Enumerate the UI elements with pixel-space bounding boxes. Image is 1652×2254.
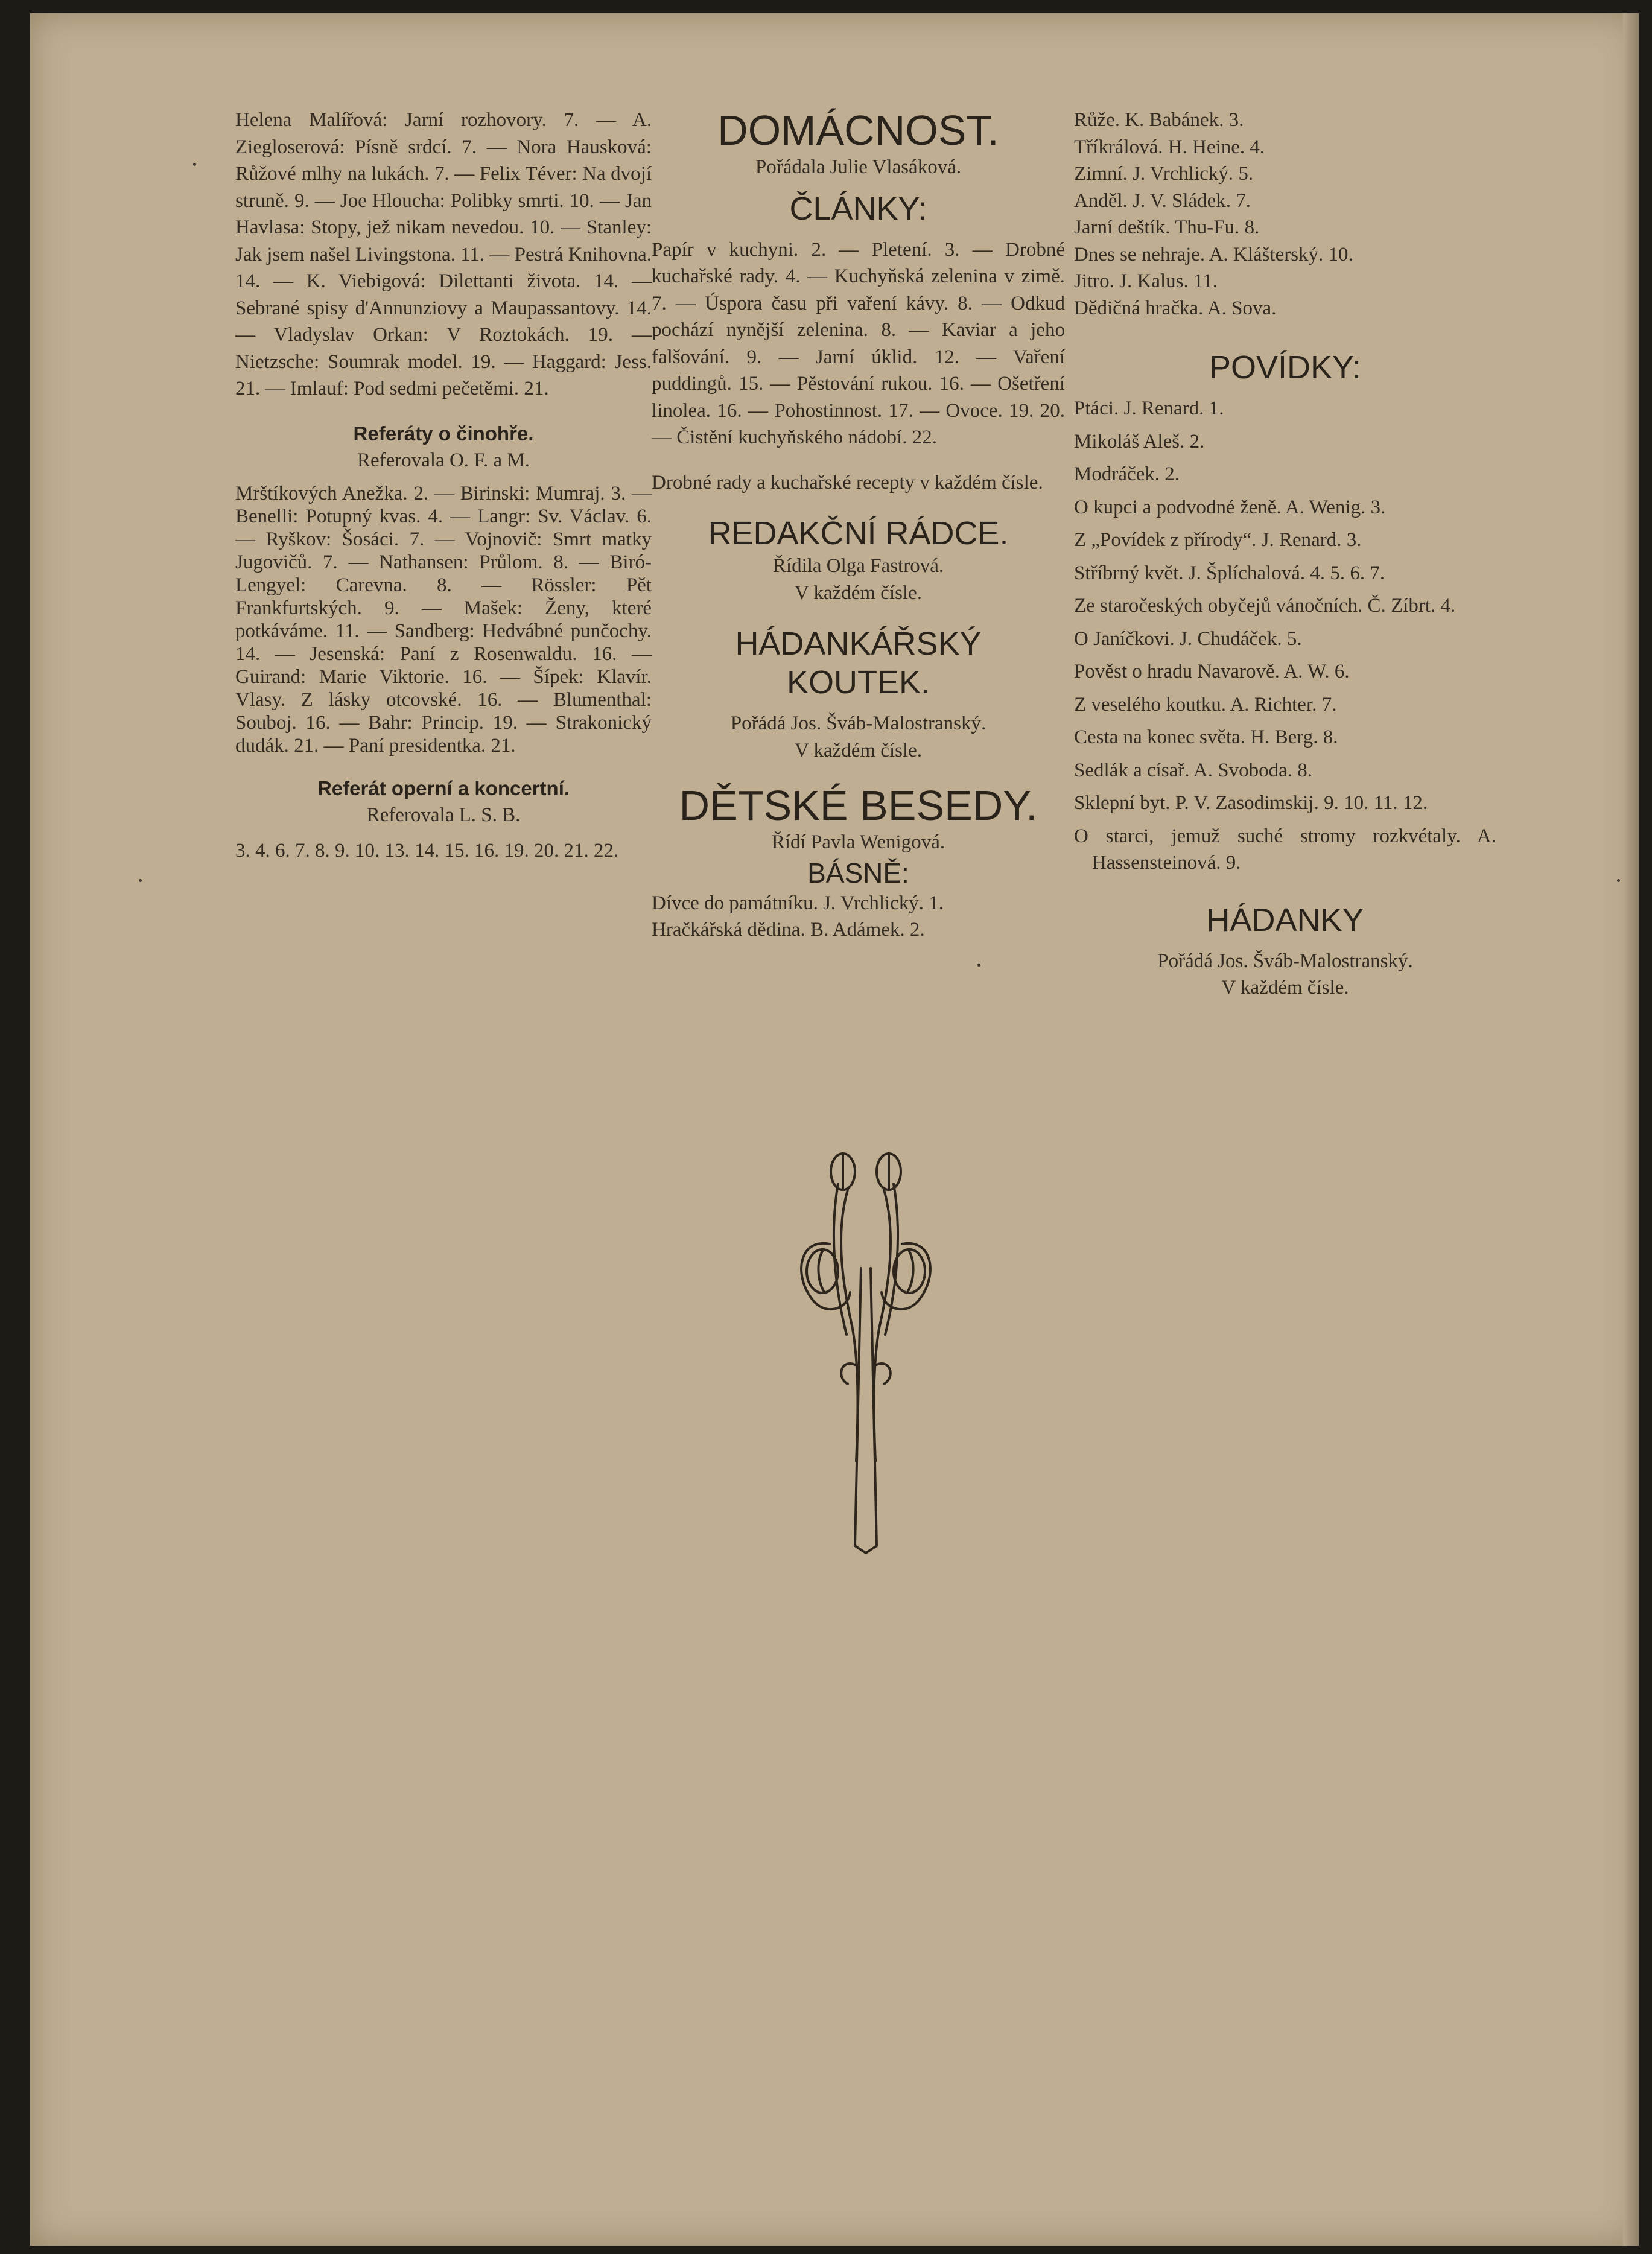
story-item: Cesta na konec světa. H. Berg. 8. (1074, 726, 1338, 748)
story-item: Sklepní byt. P. V. Zasodimskij. 9. 10. 11. 12. (1074, 792, 1428, 814)
middle-column (652, 107, 1065, 944)
povidky-title: POVÍDKY: (1209, 349, 1362, 386)
story-item: Mikoláš Aleš. 2. (1074, 430, 1205, 452)
poem-item: Dědičná hračka. A. Sova. (1074, 297, 1277, 319)
basne-title: BÁSNĚ: (807, 857, 909, 889)
story-item: Z veselého koutku. A. Richter. 7. (1074, 693, 1337, 716)
left-column (235, 107, 652, 864)
clanky-title: ČLÁNKY: (789, 190, 927, 227)
book-reviews-list: Helena Malířová: Jarní rozhovory. 7. — A. Ziegloserová: Písně srdcí. 7. — Nora Hausková: Růžové mlhy na lukách. 7. — Felix Téver: Na dvojí struně. 9. — Joe Hloucha: Polibky smrti. 10. — Jan Havlasa: Stopy, jež nikam nevedou. 10. — Stanley: Jak jsem našel Livingstona. 11. — Pestrá Knihovna. 14. — K. Viebigová: Dilettanti života. 14. — Sebrané spisy d'Annunziovy a Maupassantovy. 14. — Vladyslav Orkan: V Roztokách. 19. — Nietzsche: Soumrak model. 19. — Haggard: Jess. 21. — Imlauf: Pod sedmi pečetěmi. 21. (235, 109, 652, 399)
story-item: Pověst o hradu Navarově. A. W. 6. (1074, 661, 1350, 682)
koutek-title-line2: KOUTEK. (786, 664, 930, 700)
story-item: Modráček. 2. (1074, 463, 1180, 485)
poem-item: Dnes se nehraje. A. Klášterský. 10. (1074, 243, 1353, 265)
page (30, 13, 1639, 2246)
radce-editor: Řídila Olga Fastrová. (772, 555, 944, 577)
domacnost-editor: Pořádala Julie Vlasáková. (755, 156, 962, 178)
besedy-editor: Řídí Pavla Wenigová. (771, 831, 945, 853)
poem-item: Růže. K. Babánek. 3. (1074, 109, 1244, 131)
radce-title: REDAKČNÍ RÁDCE. (708, 515, 1009, 551)
story-item: O starci, jemuž suché stromy rozkvétaly. A. Hassensteinová. 9. (1074, 825, 1496, 874)
besedy-title: DĚTSKÉ BESEDY. (679, 782, 1038, 829)
story-item: Ptáci. J. Renard. 1. (1074, 398, 1224, 419)
story-item: Stříbrný květ. J. Šplíchalová. 4. 5. 6. 7. (1074, 562, 1385, 584)
basne-item-2: Hračkářská dědina. B. Adámek. 2. (652, 919, 925, 941)
opera-reviews-list: 3. 4. 6. 7. 8. 9. 10. 13. 14. 15. 16. 19. 20. 21. 22. (235, 839, 619, 862)
hadanky-title: HÁDANKY (1206, 901, 1364, 938)
poem-item: Tříkrálová. H. Heine. 4. (1074, 136, 1265, 158)
story-item: O kupci a podvodné ženě. A. Wenig. 3. (1074, 496, 1386, 518)
basne-item-1: Dívce do památníku. J. Vrchlický. 1. (652, 892, 944, 914)
koutek-title-line1: HÁDANKÁŘSKÝ (735, 626, 982, 662)
story-item: Sedlák a císař. A. Svoboda. 8. (1074, 759, 1313, 781)
story-item: O Janíčkovi. J. Chudáček. 5. (1074, 627, 1302, 650)
opera-reviews-heading: Referát operní a koncertní. (317, 777, 570, 799)
recepty-note: Drobné rady a kuchařské recepty v každém čísle. (652, 471, 1043, 494)
poem-item: Zimní. J. Vrchlický. 5. (1074, 163, 1254, 185)
hadanky-editor: Pořádá Jos. Šváb-Malostranský. (1157, 950, 1413, 972)
page-speck (977, 964, 980, 967)
poem-item: Jarní deštík. Thu-Fu. 8. (1074, 217, 1260, 238)
drama-reviews-heading: Referáty o činohře. (353, 422, 534, 445)
hadanky-note: V každém čísle. (1221, 977, 1349, 998)
poem-item: Anděl. J. V. Sládek. 7. (1074, 189, 1251, 212)
story-item: Z „Povídek z přírody“. J. Renard. 3. (1074, 529, 1362, 551)
domacnost-title: DOMÁCNOST. (717, 107, 999, 154)
poem-item: Jitro. J. Kalus. 11. (1074, 270, 1218, 292)
koutek-note: V každém čísle. (794, 739, 923, 761)
drama-reviews-list: Mrštíkových Anežka. 2. — Birinski: Mumraj. 3. — Benelli: Potupný kvas. 4. — Langr: Sv. Václav. 6. — Ryškov: Šosáci. 7. — Vojnovič: Smrt matky Jugovičů. 7. — Nathansen: Průlom. 8. — Biró-Lengyel: Carevna. 8. — Rössler: Pět Frankfurtských. 9. — Mašek: Ženy, které potkáváme. 11. — Sandberg: Hedvábné punčochy. 14. — Jesenská: Paní z Rosenwaldu. 16. — Guirand: Marie Viktorie. 16. — Šípek: Klavír. Vlasy. Z lásky otcovské. 16. — Blumenthal: Souboj. 16. — Bahr: Princip. 19. — Strakonický dudák. 21. — Paní presidentka. 21. (235, 483, 652, 757)
page-speck (139, 879, 142, 882)
drama-reviews-editor: Referovala O. F. a M. (357, 449, 530, 471)
page-speck (1617, 879, 1620, 882)
floral-ornament-icon (787, 1148, 944, 1558)
page-speck (193, 163, 196, 166)
opera-reviews-editor: Referovala L. S. B. (366, 804, 521, 826)
right-column (1074, 107, 1496, 1002)
clanky-list: Papír v kuchyni. 2. — Pletení. 3. — Drobné kuchařské rady. 4. — Kuchyňská zelenina v zimě. 7. — Úspora času při vaření kávy. 8. — Odkud pochází nynější zelenina. 8. — Kaviar a jeho falšování. 9. — Jarní úklid. 12. — Vaření puddingů. 15. — Pěstování rukou. 16. — Ošetření linolea. 16. — Pohostinnost. 17. — Ovoce. 19. 20. — Čistění kuchyňského nádobí. 22. (652, 238, 1065, 448)
story-item: Ze staročeských obyčejů vánočních. Č. Zíbrt. 4. (1074, 595, 1456, 617)
koutek-editor: Pořádá Jos. Šváb-Malostranský. (730, 713, 986, 734)
radce-note: V každém čísle. (794, 582, 923, 604)
